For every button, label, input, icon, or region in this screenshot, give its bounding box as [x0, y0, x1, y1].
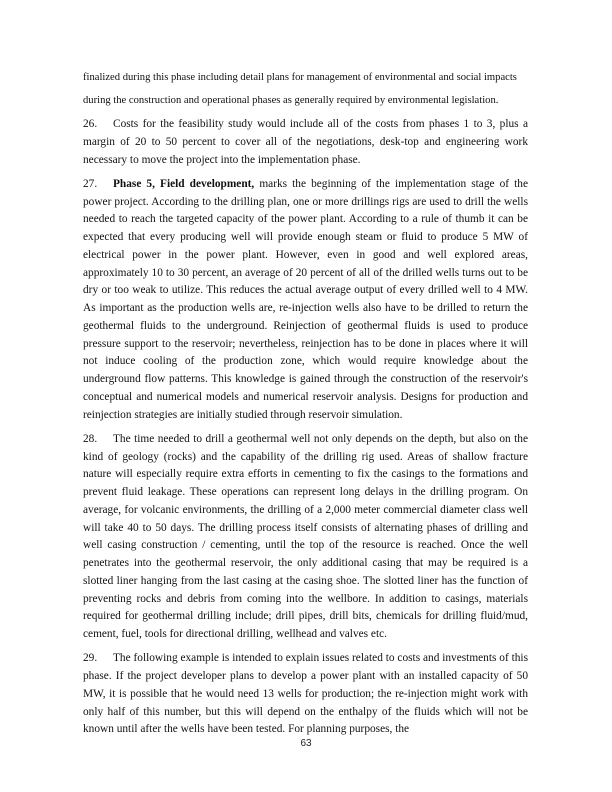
paragraph-text: Costs for the feasibility study would include all of the costs from phases 1 to 3, plus a margin of 20 to 50 percent to cover all of the negotiations, desk-top and engineering work necessary to move the project into the implementation phase. [83, 118, 528, 166]
paragraph-text: The following example is intended to explain issues related to costs and investments of this phase. If the project developer plans to develop a power plant with an installed capacity of 50 MW, it is possible that he would need 13 wells for production; the re-injection might work with only half of this number, but this will depend on the enthalpy of the fluids which will not be known until after the wells have been tested. For planning purposes, the [83, 652, 528, 736]
paragraph-text: marks the beginning of the implementation stage of the power project. According to the drilling plan, one or more drillings rigs are used to drill the wells needed to reach the targeted capacity of the power plant. According to a rule of thumb it can be expected that every producing well will provide enough steam or fluid to produce 5 MW of electrical power in the power plant. However, even in good and well explored areas, approximately 10 to 30 percent, an average of 20 percent of all of the drilled wells turns out to be dry or too weak to utilize. This reduces the actual average output of every drilled well to 4 MW. As important as the production wells are, re-injection wells also have to be drilled to return the geothermal fluids to the underground. Reinjection of geothermal fluids is used to produce pressure support to the reservoir; nevertheless, reinjection has to be done in places where it will not induce cooling of the production zone, which would require knowledge about the underground flow patterns. This knowledge is gained through the construction of the reservoir's conceptual and numerical models and numerical reservoir analysis. Designs for production and reinjection strategies are initially studied through reservoir simulation. [83, 177, 528, 421]
paragraph-28 [83, 431, 528, 644]
paragraph-number: 29. [83, 652, 98, 665]
paragraph-26 [83, 116, 528, 169]
paragraph-number: 26. [83, 118, 98, 130]
paragraph-27 [83, 176, 528, 425]
paragraph-29 [83, 650, 528, 739]
continuation-paragraph: finalized during this phase including detail plans for management of environmental and social impacts during the construction and operational phases as generally required by environmental legislation. [83, 72, 517, 106]
paragraph-text: The time needed to drill a geothermal well not only depends on the depth, but also on the kind of geology (rocks) and the capability of the drilling rig used. Areas of shallow fracture nature will especially require extra efforts in cementing to fix the casings to the formations and prevent fluid leakage. These operations can represent long delays in the drilling program. On average, for volcanic environments, the drilling of a 2,000 meter commercial diameter class well will take 40 to 50 days. The drilling process itself consists of alternating phases of drilling and well casing construction / cementing, until the top of the resource is reached. Once the well penetrates into the geothermal reservoir, the only additional casing that may be required is a slotted liner hanging from the last casing at the casing shoe. The slotted liner has the function of preventing rocks and debris from coming into the wellbore. In addition to casings, materials required for geothermal drilling include; drill pipes, drill bits, chemicals for drilling fluid/mud, cement, fuel, tools for directional drilling, wellhead and valves etc. [83, 432, 528, 640]
paragraph-number: 28. [83, 432, 98, 445]
paragraph-number: 27. [83, 177, 98, 190]
page-body [83, 67, 528, 746]
paragraph-bold-heading: Phase 5, Field development, [113, 177, 255, 190]
page-number: 63 [300, 738, 312, 749]
